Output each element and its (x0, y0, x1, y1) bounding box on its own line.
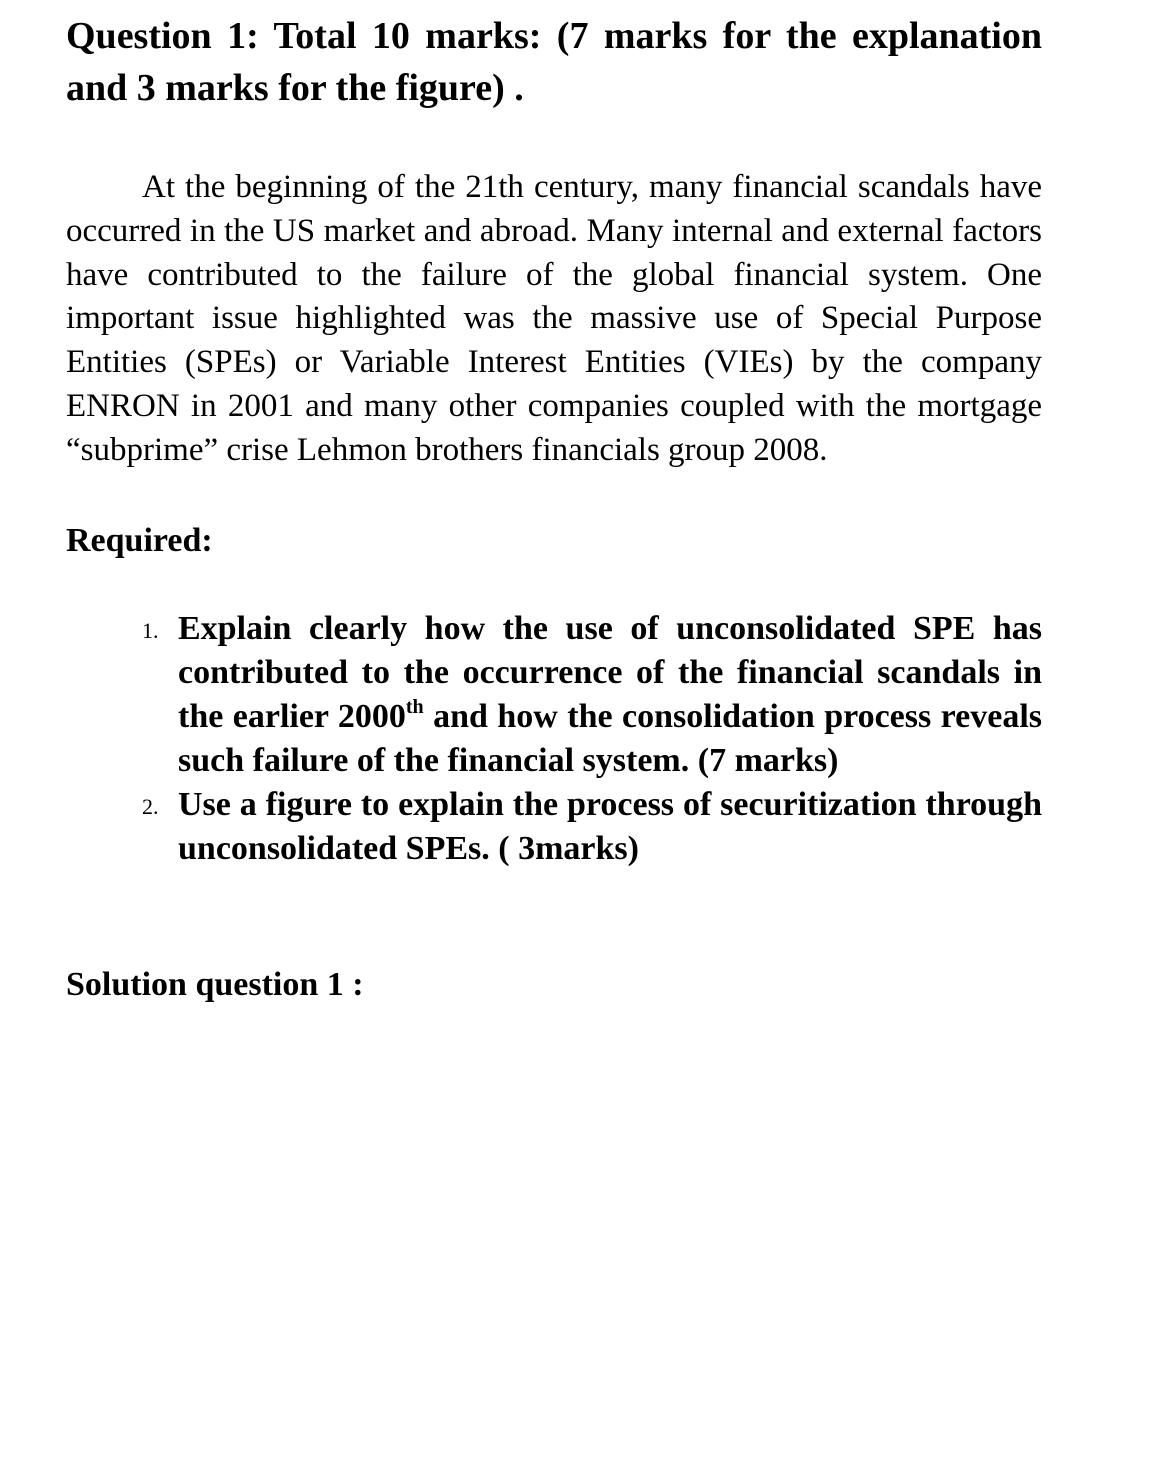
solution-label: Solution question 1 : (66, 965, 364, 1003)
question-heading: Question 1: Total 10 marks: (7 marks for the explanation and 3 marks for the figure) . (66, 15, 1042, 109)
task-item-1 (142, 607, 1042, 783)
task-text-1-part-b: and how the consolidation process reveals such failure of the financial system. (7 marks) (178, 697, 1042, 779)
required-task-list (66, 607, 1042, 871)
task-number-2: 2. (142, 793, 159, 819)
task-number-1: 1. (142, 617, 159, 643)
task-text-1-superscript: th (405, 695, 424, 718)
task-item-2 (142, 783, 1042, 871)
task-text-2: Use a figure to explain the process of securitization through unconsolidated SPEs. ( 3marks) (178, 785, 1042, 867)
required-label: Required: (66, 521, 213, 559)
task-text-1 (178, 610, 1042, 779)
document-page (66, 10, 1042, 1007)
task-text-1-part-a: Explain clearly how the use of unconsolidated SPE has contributed to the occurrence of the financial scandals in the earlier 2000 (178, 609, 1042, 735)
intro-paragraph: At the beginning of the 21th century, many financial scandals have occurred in the US market and abroad. Many internal and external factors have contributed to the failure of the global financial system. One important issue highlighted was the massive use of Special Purpose Entities (SPEs) or Variable Interest Entities (VIEs) by the company ENRON in 2001 and many other companies coupled with the mortgage “subprime” crise Lehmon brothers financials group 2008. (66, 169, 1042, 468)
